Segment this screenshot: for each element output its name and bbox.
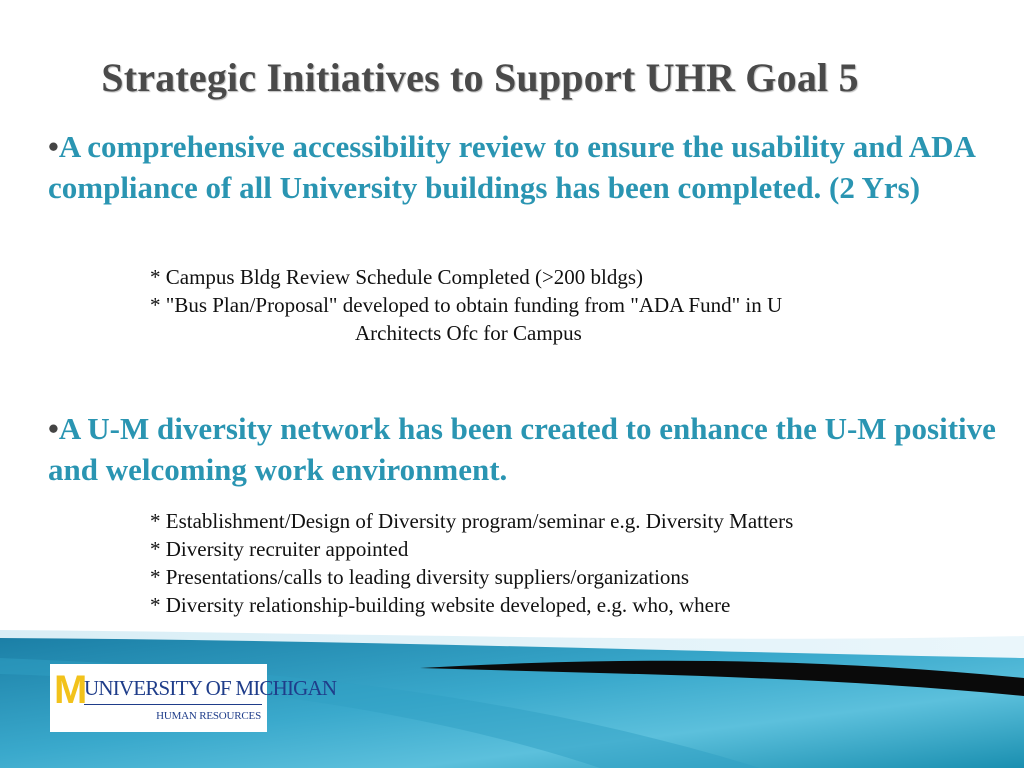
sub-list-diversity [150, 507, 1000, 619]
bullet-marker: • [48, 129, 59, 164]
block-m-icon: M [54, 668, 84, 712]
sub-item-continuation: Architects Ofc for Campus [355, 321, 582, 345]
sub-list-accessibility [150, 263, 1000, 347]
sub-item: * Diversity recruiter appointed [150, 537, 409, 561]
bullet-marker: • [48, 411, 59, 446]
logo-divider [84, 704, 262, 705]
university-logo [50, 664, 337, 732]
sub-item: * "Bus Plan/Proposal" developed to obtain funding from "ADA Fund" in U [150, 293, 783, 317]
logo-university-name: UNIVERSITY OF MICHIGAN [84, 676, 337, 700]
slide-title: Strategic Initiatives to Support UHR Goal 5 [101, 55, 859, 100]
sub-item: * Presentations/calls to leading diversity suppliers/organizations [150, 565, 690, 589]
bullet-text: A comprehensive accessibility review to ensure the usability and ADA compliance of all University buildings has been completed. (2 Yrs) [48, 129, 975, 205]
sub-item: * Diversity relationship-building website developed, e.g. who, where [150, 593, 731, 617]
sub-item: * Establishment/Design of Diversity program/seminar e.g. Diversity Matters [150, 509, 794, 533]
bullet-text: A U-M diversity network has been created to enhance the U-M positive and welcoming work environment. [48, 411, 996, 487]
logo-department: HUMAN RESOURCES [156, 710, 261, 722]
bullet-accessibility-review [48, 126, 998, 208]
sub-item: * Campus Bldg Review Schedule Completed (>200 bldgs) [150, 265, 644, 289]
bullet-diversity-network [48, 408, 998, 490]
